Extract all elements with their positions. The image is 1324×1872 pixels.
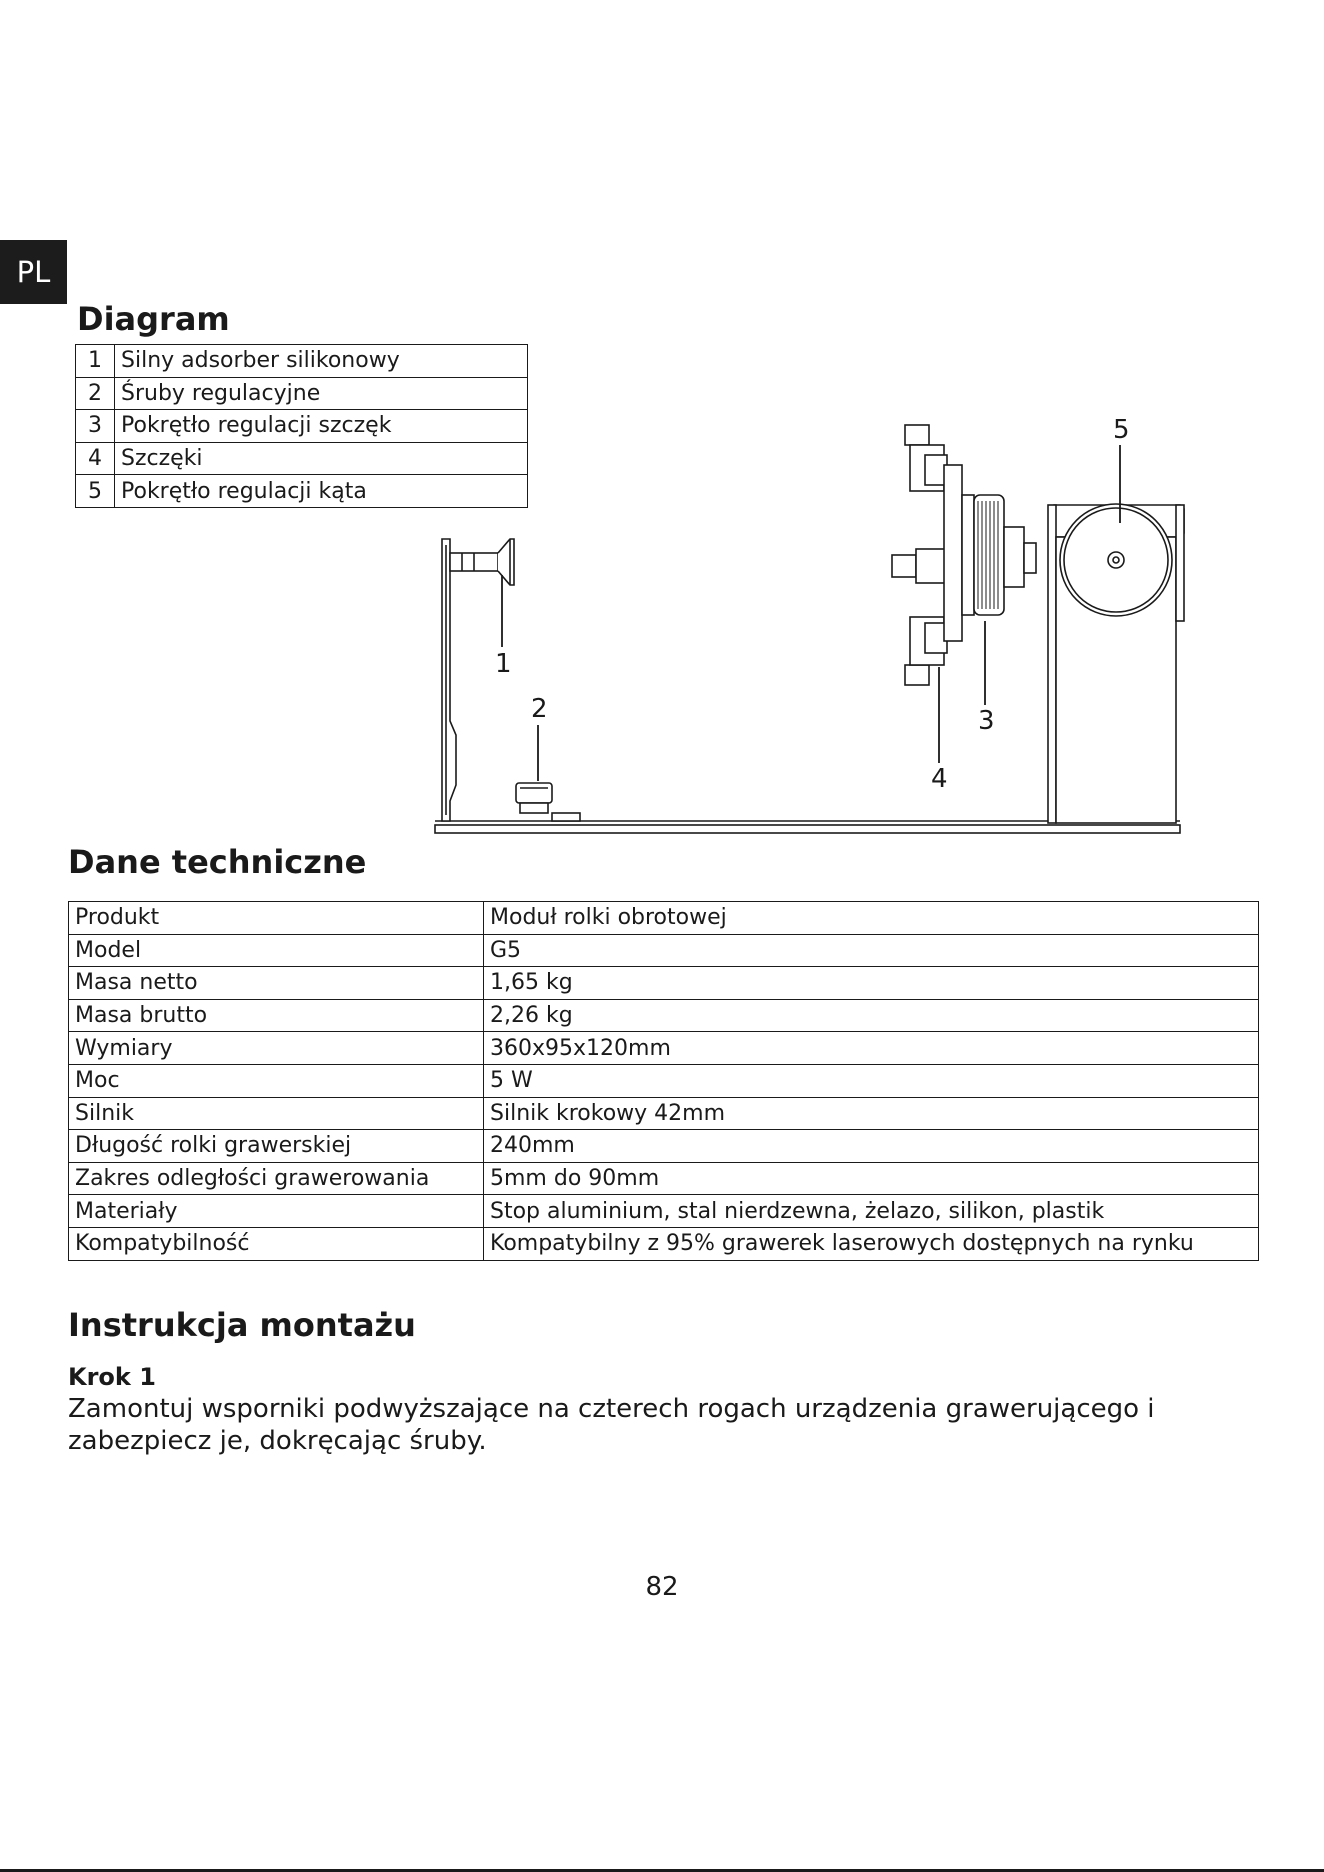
- callout-2: 2: [531, 694, 548, 724]
- spec-value: 2,26 kg: [484, 999, 1259, 1032]
- table-row: [69, 902, 1259, 935]
- legend-label: Szczęki: [115, 442, 528, 475]
- spec-key: Wymiary: [69, 1032, 484, 1065]
- specs-table: [68, 901, 1259, 1261]
- spec-key: Masa netto: [69, 967, 484, 1000]
- table-row: [69, 1097, 1259, 1130]
- table-row: [69, 1064, 1259, 1097]
- jaws: [892, 425, 974, 685]
- legend-number: 5: [76, 475, 115, 508]
- spec-key: Długość rolki grawerskiej: [69, 1130, 484, 1163]
- spec-value: Moduł rolki obrotowej: [484, 902, 1259, 935]
- spec-value: Stop aluminium, stal nierdzewna, żelazo, silikon, plastik: [484, 1195, 1259, 1228]
- step-title: Krok 1: [68, 1363, 156, 1391]
- table-row: [69, 967, 1259, 1000]
- table-row: [69, 999, 1259, 1032]
- spec-value: Silnik krokowy 42mm: [484, 1097, 1259, 1130]
- rotary-roller-diagram: [420, 405, 1200, 850]
- legend-number: 3: [76, 410, 115, 443]
- legend-number: 1: [76, 345, 115, 378]
- legend-label: Pokrętło regulacji kąta: [115, 475, 528, 508]
- spec-value: 5mm do 90mm: [484, 1162, 1259, 1195]
- table-row: [69, 1162, 1259, 1195]
- spec-key: Masa brutto: [69, 999, 484, 1032]
- table-row: [69, 934, 1259, 967]
- callout-4: 4: [931, 764, 948, 794]
- table-row: [69, 1195, 1259, 1228]
- spec-key: Moc: [69, 1064, 484, 1097]
- callout-5: 5: [1113, 415, 1130, 445]
- specs-heading: Dane techniczne: [68, 843, 367, 881]
- spec-key: Silnik: [69, 1097, 484, 1130]
- adjustment-screw: [516, 783, 580, 821]
- spec-key: Produkt: [69, 902, 484, 935]
- spec-value: 5 W: [484, 1064, 1259, 1097]
- legend-label: Śruby regulacyjne: [115, 377, 528, 410]
- spec-value: 240mm: [484, 1130, 1259, 1163]
- step-text: Zamontuj wsporniki podwyższające na czterech rogach urządzenia grawerującego i zabezpiecz je, dokręcając śruby.: [68, 1394, 1155, 1456]
- table-row: [69, 1130, 1259, 1163]
- diagram-heading: Diagram: [77, 300, 230, 338]
- jaw-knob: [974, 495, 1036, 615]
- spec-value: Kompatybilny z 95% grawerek laserowych dostępnych na rynku: [484, 1227, 1259, 1260]
- installation-heading: Instrukcja montażu: [68, 1306, 416, 1344]
- table-row: [69, 1227, 1259, 1260]
- legend-row: [76, 345, 528, 378]
- spec-value: 360x95x120mm: [484, 1032, 1259, 1065]
- legend-label: Pokrętło regulacji szczęk: [115, 410, 528, 443]
- spec-key: Zakres odległości grawerowania: [69, 1162, 484, 1195]
- legend-number: 4: [76, 442, 115, 475]
- spec-key: Materiały: [69, 1195, 484, 1228]
- motor-housing: [1048, 504, 1184, 823]
- spec-key: Model: [69, 934, 484, 967]
- spec-value: G5: [484, 934, 1259, 967]
- callout-3: 3: [978, 706, 995, 736]
- callout-1: 1: [495, 649, 512, 679]
- legend-number: 2: [76, 377, 115, 410]
- page-number: 82: [645, 1572, 679, 1602]
- left-bracket: [442, 539, 456, 821]
- language-tab: PL: [0, 240, 67, 304]
- silicone-adsorber: [450, 539, 514, 585]
- spec-key: Kompatybilność: [69, 1227, 484, 1260]
- table-row: [69, 1032, 1259, 1065]
- legend-label: Silny adsorber silikonowy: [115, 345, 528, 378]
- callout-leaders: [502, 445, 1120, 781]
- spec-value: 1,65 kg: [484, 967, 1259, 1000]
